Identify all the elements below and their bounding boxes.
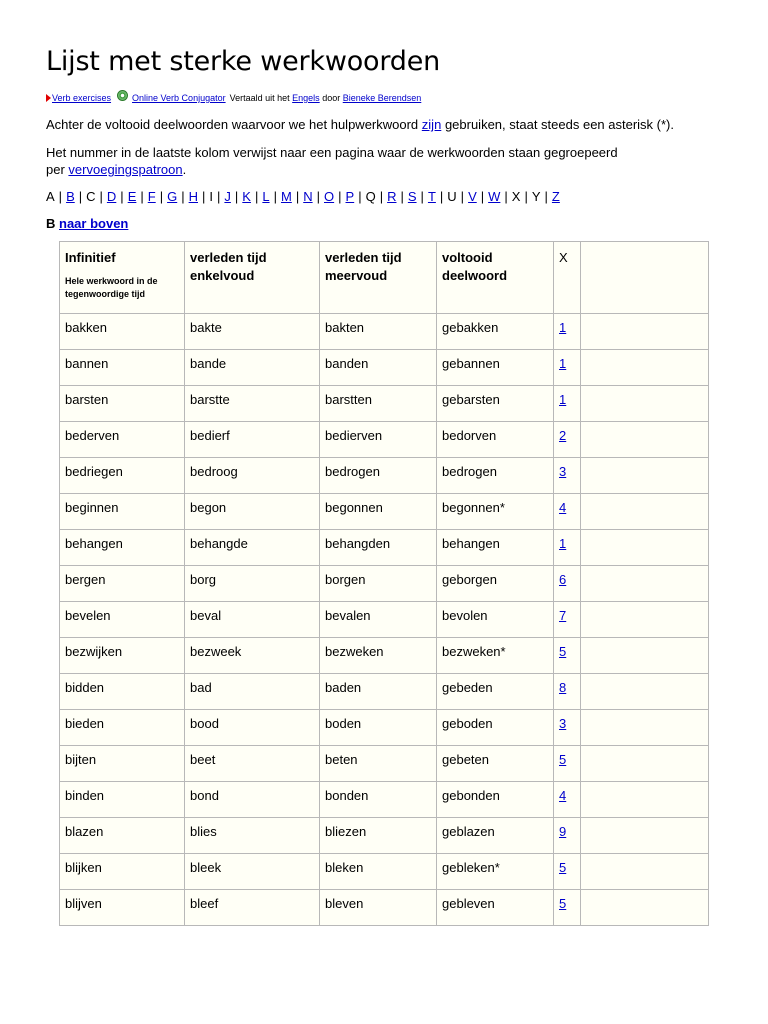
alphabet-separator: | [78, 189, 83, 204]
alphabet-letter-f[interactable]: F [147, 189, 156, 204]
intro-paragraph-2 [46, 144, 768, 178]
header-past-singular: verleden tijd enkelvoud [185, 242, 320, 314]
alphabet-separator: | [400, 189, 404, 204]
header-infinitive-label: Infinitief [65, 250, 116, 265]
alphabet-letter-v[interactable]: V [468, 189, 477, 204]
group-number-link[interactable]: 5 [559, 896, 567, 911]
cell-participle: gebeden [437, 674, 554, 710]
intro-p2-line1: Het nummer in de laatste kolom verwijst naar een pagina waar de werkwoorden staan gegroepeerd [46, 145, 618, 160]
alphabet-letter-g[interactable]: G [167, 189, 178, 204]
table-header-row [60, 242, 709, 314]
cell-empty [581, 818, 709, 854]
cell-empty [581, 350, 709, 386]
alphabet-separator: | [99, 189, 103, 204]
cell-past-singular: beet [185, 746, 320, 782]
cell-infinitive: bevelen [60, 602, 185, 638]
translator-link[interactable]: Bieneke Berendsen [342, 93, 422, 103]
cell-past-singular: barstte [185, 386, 320, 422]
door-text: door [322, 93, 341, 103]
cell-infinitive: blazen [60, 818, 185, 854]
header-x: X [554, 242, 581, 314]
alphabet-letter-n[interactable]: N [303, 189, 313, 204]
cell-participle: geblazen [437, 818, 554, 854]
table-row [60, 494, 709, 530]
alphabet-letter-o[interactable]: O [324, 189, 335, 204]
cell-participle: bedrogen [437, 458, 554, 494]
translated-prefix: Vertaald uit het [229, 93, 290, 103]
cell-past-plural: bleven [320, 890, 437, 926]
table-row [60, 854, 709, 890]
cell-past-plural: banden [320, 350, 437, 386]
cell-past-plural: bonden [320, 782, 437, 818]
cell-past-singular: beval [185, 602, 320, 638]
group-number-link[interactable]: 6 [559, 572, 567, 587]
cell-infinitive: blijken [60, 854, 185, 890]
alphabet-letter-y: Y [531, 189, 541, 204]
intro-p1-before: Achter de voltooid deelwoorden waarvoor we het hulpwerkwoord [46, 117, 419, 132]
cell-empty [581, 566, 709, 602]
alphabet-letter-h[interactable]: H [188, 189, 198, 204]
alphabet-letter-q: Q [365, 189, 376, 204]
cell-participle: bedorven [437, 422, 554, 458]
cell-past-plural: behangden [320, 530, 437, 566]
cell-infinitive: bijten [60, 746, 185, 782]
group-number-link[interactable]: 5 [559, 752, 567, 767]
section-letter: B [46, 216, 56, 231]
alphabet-separator: | [140, 189, 144, 204]
group-number-link[interactable]: 3 [559, 716, 567, 731]
table-row [60, 746, 709, 782]
alphabet-letter-a: A [46, 189, 55, 204]
alphabet-separator: | [181, 189, 185, 204]
cell-empty [581, 602, 709, 638]
cell-participle: bezweken* [437, 638, 554, 674]
cell-group [554, 674, 581, 710]
group-number-link[interactable]: 3 [559, 464, 567, 479]
alphabet-separator: | [159, 189, 164, 204]
alphabet-letter-k[interactable]: K [242, 189, 251, 204]
cell-participle: gebonden [437, 782, 554, 818]
alphabet-letter-z[interactable]: Z [551, 189, 560, 204]
cell-group [554, 746, 581, 782]
cell-participle: geborgen [437, 566, 554, 602]
cell-infinitive: bannen [60, 350, 185, 386]
header-past-plural: verleden tijd meervoud [320, 242, 437, 314]
cell-past-plural: bedrogen [320, 458, 437, 494]
cell-group [554, 890, 581, 926]
cell-group [554, 854, 581, 890]
alphabet-letter-u: U [447, 189, 457, 204]
cell-past-singular: bedroog [185, 458, 320, 494]
cell-past-singular: bande [185, 350, 320, 386]
verb-table [59, 241, 709, 926]
group-number-link[interactable]: 8 [559, 680, 567, 695]
intro-paragraph-1 [46, 116, 768, 133]
cell-empty [581, 638, 709, 674]
cell-empty [581, 422, 709, 458]
red-triangle-icon [46, 94, 51, 102]
cell-infinitive: bidden [60, 674, 185, 710]
cell-past-singular: borg [185, 566, 320, 602]
alphabet-separator: | [379, 189, 384, 204]
cell-group [554, 386, 581, 422]
alphabet-letter-r[interactable]: R [387, 189, 397, 204]
cell-group [554, 602, 581, 638]
table-row [60, 890, 709, 926]
alphabet-letter-d[interactable]: D [106, 189, 117, 204]
cell-past-plural: bevalen [320, 602, 437, 638]
cell-past-plural: bezweken [320, 638, 437, 674]
cell-group [554, 566, 581, 602]
cell-group [554, 782, 581, 818]
alphabet-separator: | [273, 189, 277, 204]
alphabet-letter-b[interactable]: B [66, 189, 75, 204]
verb-exercises-link[interactable]: Verb exercises [52, 93, 112, 103]
alphabet-separator: | [234, 189, 239, 204]
cell-group [554, 530, 581, 566]
links-bar [46, 92, 768, 104]
cell-past-plural: begonnen [320, 494, 437, 530]
cell-participle: gebleven [437, 890, 554, 926]
cell-past-singular: blies [185, 818, 320, 854]
section-heading [46, 215, 768, 232]
alphabet-letter-p[interactable]: P [345, 189, 355, 204]
group-number-link[interactable]: 2 [559, 428, 567, 443]
alphabet-separator: | [480, 189, 485, 204]
table-row [60, 422, 709, 458]
cell-infinitive: bedriegen [60, 458, 185, 494]
cell-infinitive: blijven [60, 890, 185, 926]
cell-group [554, 350, 581, 386]
cell-participle: geboden [437, 710, 554, 746]
cell-empty [581, 674, 709, 710]
cell-infinitive: bederven [60, 422, 185, 458]
cell-group [554, 638, 581, 674]
cell-past-singular: bleef [185, 890, 320, 926]
cell-infinitive: bakken [60, 314, 185, 350]
cell-participle: behangen [437, 530, 554, 566]
alphabet-separator: | [254, 189, 259, 204]
online-verb-conjugator-link[interactable]: Online Verb Conjugator [132, 93, 226, 103]
cell-past-plural: bliezen [320, 818, 437, 854]
vervoegingspatroon-link[interactable]: vervoegingspatroon [68, 162, 183, 177]
cell-participle: bevolen [437, 602, 554, 638]
alphabet-separator: | [217, 189, 221, 204]
cell-infinitive: bezwijken [60, 638, 185, 674]
group-number-link[interactable]: 4 [559, 788, 567, 803]
table-row [60, 710, 709, 746]
cell-participle: begonnen* [437, 494, 554, 530]
cell-empty [581, 854, 709, 890]
cell-past-plural: bleken [320, 854, 437, 890]
cell-empty [581, 782, 709, 818]
cell-past-singular: behangde [185, 530, 320, 566]
alphabet-letter-i: I [209, 189, 214, 204]
cell-empty [581, 314, 709, 350]
alphabet-letter-c: C [86, 189, 96, 204]
alphabet-separator: | [58, 189, 63, 204]
alphabet-letter-l[interactable]: L [262, 189, 270, 204]
cell-group [554, 422, 581, 458]
cell-infinitive: binden [60, 782, 185, 818]
cell-past-plural: beten [320, 746, 437, 782]
cell-empty [581, 530, 709, 566]
cell-group [554, 710, 581, 746]
cell-empty [581, 458, 709, 494]
cell-participle: gebakken [437, 314, 554, 350]
table-row [60, 314, 709, 350]
table-row [60, 458, 709, 494]
cell-past-singular: bood [185, 710, 320, 746]
cell-participle: gebeten [437, 746, 554, 782]
zijn-link[interactable]: zijn [421, 117, 442, 132]
table-row [60, 602, 709, 638]
alphabet-separator: | [295, 189, 300, 204]
group-number-link[interactable]: 4 [559, 500, 567, 515]
cell-infinitive: barsten [60, 386, 185, 422]
alphabet-separator: | [524, 189, 528, 204]
table-row [60, 782, 709, 818]
cell-past-plural: barstten [320, 386, 437, 422]
alphabet-separator: | [316, 189, 320, 204]
header-infinitive [60, 242, 185, 314]
alphabet-letter-m[interactable]: M [280, 189, 292, 204]
alphabet-letter-j[interactable]: J [224, 189, 231, 204]
group-number-link[interactable]: 9 [559, 824, 567, 839]
intro-p2-per: per [46, 162, 65, 177]
cell-empty [581, 386, 709, 422]
cell-empty [581, 890, 709, 926]
alphabet-letter-x: X [511, 189, 521, 204]
cell-participle: gebarsten [437, 386, 554, 422]
group-number-link[interactable]: 1 [559, 356, 567, 371]
group-number-link[interactable]: 5 [559, 860, 567, 875]
alphabet-letter-s[interactable]: S [407, 189, 417, 204]
intro-p2-end: . [182, 162, 187, 177]
alphabet-separator: | [439, 189, 444, 204]
back-to-top-link[interactable]: naar boven [59, 216, 129, 231]
alphabet-letter-t[interactable]: T [427, 189, 436, 204]
cell-past-plural: bakten [320, 314, 437, 350]
cell-group [554, 494, 581, 530]
cell-past-singular: bond [185, 782, 320, 818]
alphabet-separator: | [358, 189, 362, 204]
page-title: Lijst met sterke werkwoorden [46, 46, 441, 77]
cell-past-plural: baden [320, 674, 437, 710]
alphabet-separator: | [202, 189, 206, 204]
table-row [60, 638, 709, 674]
header-infinitive-sub: Hele werkwoord in de tegenwoordige tijd [65, 276, 158, 299]
alphabet-separator: | [460, 189, 465, 204]
group-number-link[interactable]: 1 [559, 392, 567, 407]
cell-empty [581, 710, 709, 746]
green-globe-icon [117, 90, 128, 101]
cell-infinitive: bieden [60, 710, 185, 746]
alphabet-separator: | [420, 189, 424, 204]
cell-past-singular: bezweek [185, 638, 320, 674]
table-row [60, 566, 709, 602]
cell-group [554, 458, 581, 494]
alphabet-letter-w[interactable]: W [488, 189, 501, 204]
cell-past-singular: bedierf [185, 422, 320, 458]
cell-past-plural: bedierven [320, 422, 437, 458]
cell-participle: gebleken* [437, 854, 554, 890]
cell-past-plural: boden [320, 710, 437, 746]
alphabet-separator: | [544, 189, 548, 204]
group-number-link[interactable]: 5 [559, 644, 567, 659]
cell-infinitive: bergen [60, 566, 185, 602]
table-body [60, 314, 709, 926]
cell-infinitive: behangen [60, 530, 185, 566]
cell-past-singular: begon [185, 494, 320, 530]
table-row [60, 386, 709, 422]
cell-infinitive: beginnen [60, 494, 185, 530]
table-row [60, 350, 709, 386]
engels-link[interactable]: Engels [292, 93, 320, 103]
cell-group [554, 818, 581, 854]
table-row [60, 530, 709, 566]
cell-past-singular: bakte [185, 314, 320, 350]
cell-empty [581, 494, 709, 530]
cell-participle: gebannen [437, 350, 554, 386]
group-number-link[interactable]: 7 [559, 608, 567, 623]
cell-group [554, 314, 581, 350]
cell-past-singular: bleek [185, 854, 320, 890]
alphabet-separator: | [504, 189, 508, 204]
alphabet-letter-e[interactable]: E [127, 189, 137, 204]
table-row [60, 818, 709, 854]
header-empty [581, 242, 709, 314]
cell-past-plural: borgen [320, 566, 437, 602]
header-participle: voltooid deelwoord [437, 242, 554, 314]
cell-past-singular: bad [185, 674, 320, 710]
alphabet-separator: | [338, 189, 342, 204]
alphabet-index [46, 188, 768, 205]
table-row [60, 674, 709, 710]
cell-empty [581, 746, 709, 782]
alphabet-separator: | [120, 189, 124, 204]
group-number-link[interactable]: 1 [559, 536, 567, 551]
intro-p1-after: gebruiken, staat steeds een asterisk (*). [444, 117, 674, 132]
group-number-link[interactable]: 1 [559, 320, 567, 335]
